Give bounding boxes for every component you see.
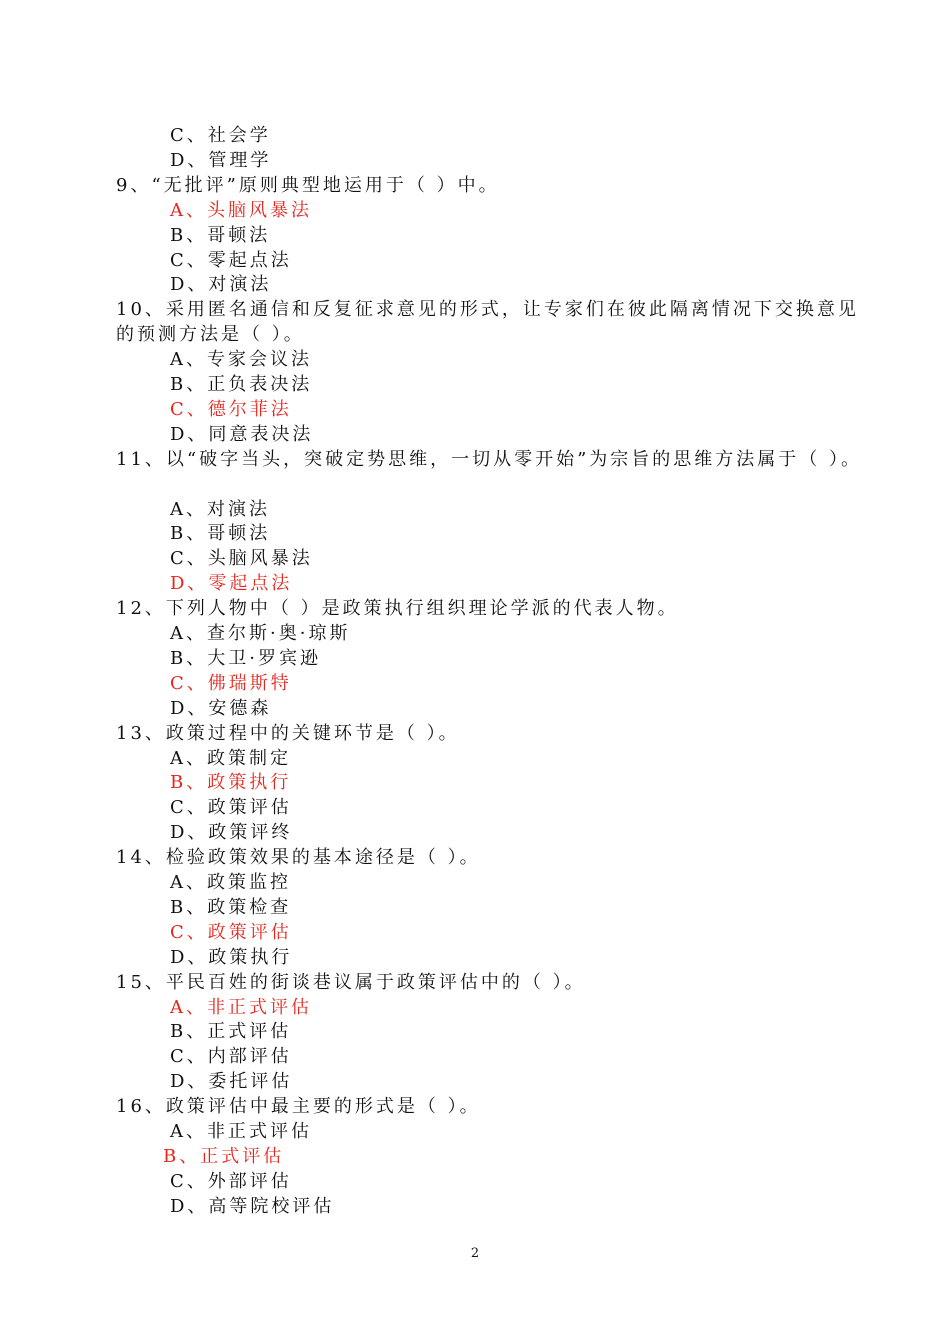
answer-option: D、高等院校评估: [170, 1195, 335, 1217]
question-text: 14、检验政策效果的基本途径是（ ）。: [116, 847, 481, 869]
answer-option: A、非正式评估: [170, 1121, 312, 1142]
answer-option: C、零起点法: [170, 249, 292, 271]
answer-option: D、安德森: [170, 697, 272, 719]
answer-option: D、政策评终: [170, 822, 293, 844]
question-text: 15、平民百姓的街谈巷议属于政策评估中的（ ）。: [116, 971, 586, 993]
answer-option: C、内部评估: [170, 1046, 292, 1068]
answer-option: C、外部评估: [170, 1170, 292, 1192]
answer-option: C、头脑风暴法: [170, 548, 313, 570]
answer-option-correct: C、佛瑞斯特: [170, 672, 292, 694]
question-text: 的预测方法是（ ）。: [116, 324, 305, 346]
question-text: 10、采用匿名通信和反复征求意见的形式，让专家们在彼此隔离情况下交换意见: [116, 299, 859, 321]
answer-option: D、委托评估: [170, 1071, 293, 1093]
answer-option: B、哥顿法: [170, 224, 271, 246]
answer-option: C、社会学: [170, 125, 271, 146]
answer-option: B、政策检查: [170, 896, 292, 918]
answer-option: B、正负表决法: [170, 374, 313, 395]
answer-option: B、哥顿法: [170, 523, 271, 545]
answer-option-correct: A、头脑风暴法: [170, 199, 312, 221]
answer-option-correct: A、非正式评估: [170, 996, 312, 1018]
answer-option: A、政策制定: [170, 747, 291, 769]
question-text: 16、政策评估中最主要的形式是（ ）。: [116, 1096, 481, 1118]
answer-option-correct: B、政策执行: [170, 772, 292, 794]
answer-option: A、专家会议法: [170, 349, 312, 371]
answer-option: B、正式评估: [170, 1021, 292, 1043]
answer-option: D、同意表决法: [170, 423, 314, 445]
answer-option: A、查尔斯·奥·琼斯: [170, 623, 351, 644]
question-text: 12、下列人物中（ ）是政策执行组织理论学派的代表人物。: [116, 598, 679, 620]
answer-option-correct: C、政策评估: [170, 921, 292, 943]
question-text: 11、以“破字当头，突破定势思维，一切从零开始”为宗旨的思维方法属于（ ）。: [116, 448, 863, 470]
answer-option: A、对演法: [170, 498, 270, 520]
answer-option: C、政策评估: [170, 797, 292, 819]
answer-option-correct: D、零起点法: [170, 573, 293, 595]
question-text: 9、“无批评”原则典型地运用于（ ）中。: [116, 174, 500, 196]
answer-option: D、对演法: [170, 274, 272, 296]
answer-option-correct: C、德尔菲法: [170, 398, 292, 420]
answer-option: A、政策监控: [170, 872, 291, 893]
question-text: 13、政策过程中的关键环节是（ ）。: [116, 722, 460, 744]
answer-option: B、大卫·罗宾逊: [170, 647, 321, 669]
answer-option-correct: B、正式评估: [163, 1145, 285, 1167]
answer-option: D、管理学: [170, 149, 272, 171]
page-number: 2: [470, 1246, 480, 1261]
answer-option: D、政策执行: [170, 946, 293, 968]
